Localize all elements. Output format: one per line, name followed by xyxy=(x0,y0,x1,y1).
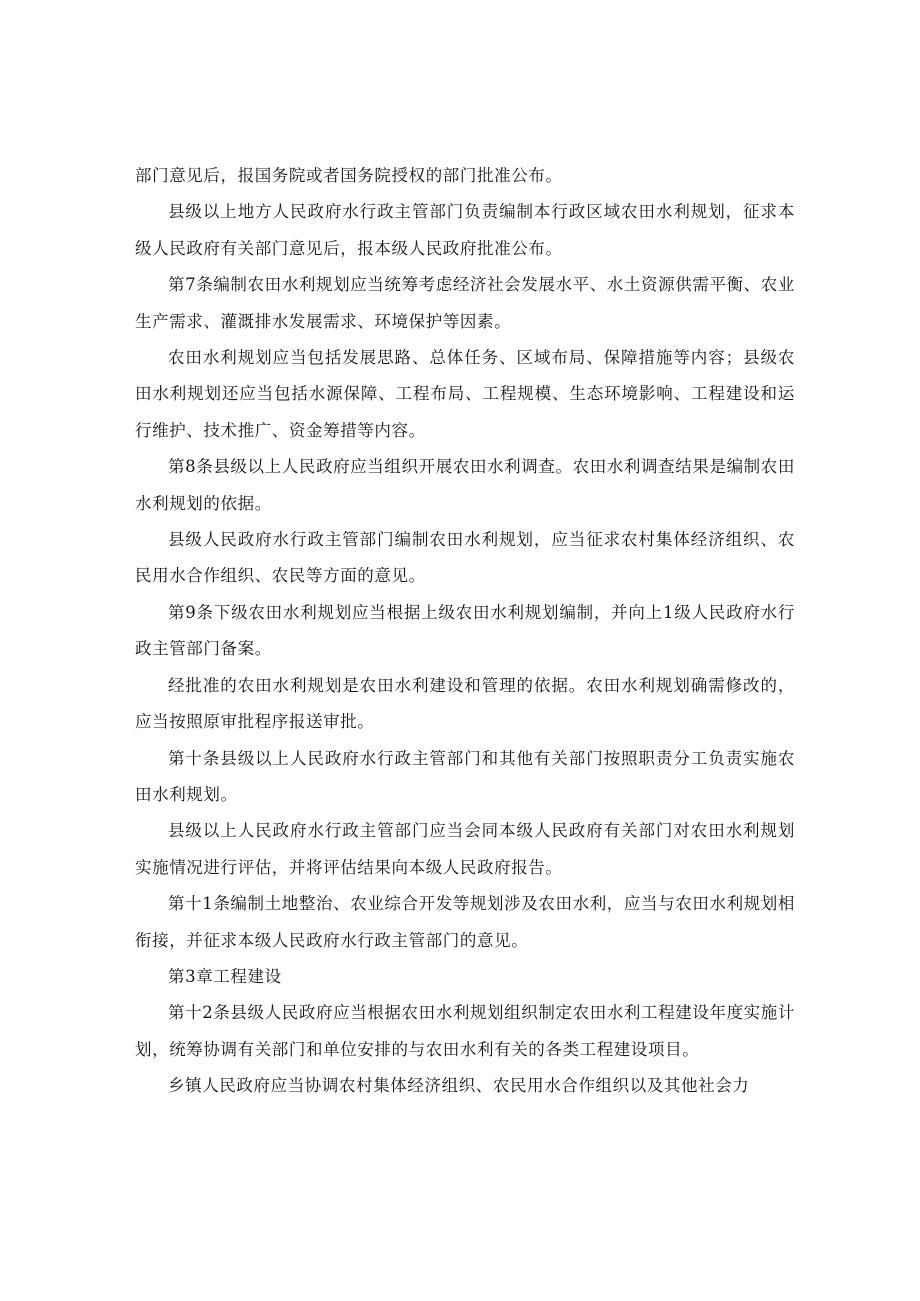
paragraph: 农田水利规划应当包括发展思路、总体任务、区域布局、保障措施等内容；县级农田水利规划还应当包括水源保障、工程布局、工程规模、生态环境影响、工程建设和运行维护、技术推广、资金筹措等内容。 xyxy=(135,348,795,440)
paragraph: 县级以上人民政府水行政主管部门应当会同本级人民政府有关部门对农田水利规划实施情况进行评估，并将评估结果向本级人民政府报告。 xyxy=(135,821,795,877)
paragraph: 县级以上地方人民政府水行政主管部门负责编制本行政区域农田水利规划，征求本级人民政府有关部门意见后，报本级人民政府批准公布。 xyxy=(135,202,795,258)
paragraph: 部门意见后，报国务院或者国务院授权的部门批准公布。 xyxy=(135,166,563,185)
chapter-heading: 第3章工程建设 xyxy=(168,966,282,986)
paragraph: 乡镇人民政府应当协调农村集体经济组织、农民用水合作组织以及其他社会力 xyxy=(168,1076,750,1096)
article-8-paragraph: 第8条县级以上人民政府应当组织开展农田水利调查。农田水利调查结果是编制农田水利规划的依据。 xyxy=(135,457,795,513)
article-11-paragraph: 第十1条编制土地整治、农业综合开发等规划涉及农田水利，应当与农田水利规划相衔接，并征求本级人民政府水行政主管部门的意见。 xyxy=(135,894,795,950)
article-9-paragraph: 第9条下级农田水利规划应当根据上级农田水利规划编制，并向上1级人民政府水行政主管部门备案。 xyxy=(135,602,795,659)
article-12-paragraph: 第十2条县级人民政府应当根据农田水利规划组织制定农田水利工程建设年度实施计划，统筹协调有关部门和单位安排的与农田水利有关的各类工程建设项目。 xyxy=(135,1003,795,1059)
article-10-paragraph: 第十条县级以上人民政府水行政主管部门和其他有关部门按照职责分工负责实施农田水利规划。 xyxy=(135,748,795,804)
article-7-paragraph: 第7条编制农田水利规划应当统筹考虑经济社会发展水平、水土资源供需平衡、农业生产需求、灌溉排水发展需求、环境保护等因素。 xyxy=(135,275,795,331)
paragraph: 县级人民政府水行政主管部门编制农田水利规划，应当征求农村集体经济组织、农民用水合作组织、农民等方面的意见。 xyxy=(135,530,795,586)
document-body xyxy=(135,158,795,1105)
paragraph: 经批准的农田水利规划是农田水利建设和管理的依据。农田水利规划确需修改的，应当按照原审批程序报送审批。 xyxy=(135,675,795,732)
